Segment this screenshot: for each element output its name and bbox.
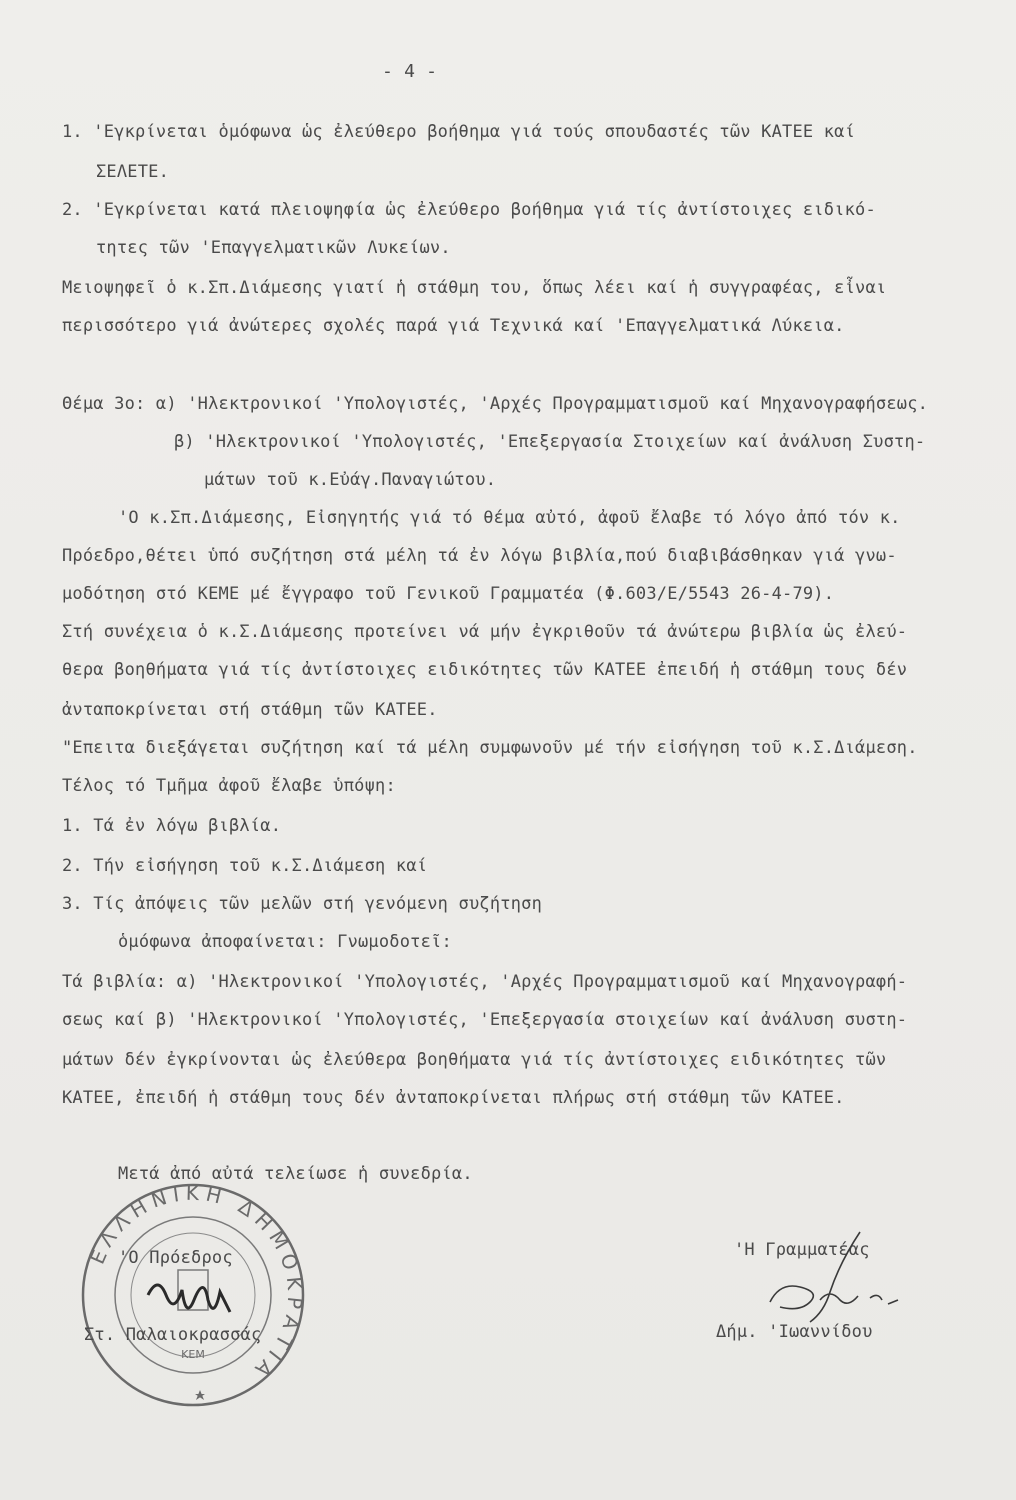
text-line: μάτων δέν ἐγκρίνονται ὡς ἐλεύθερα βοηθήματα γιά τίς ἀντίστοιχες ειδικότητες τῶν xyxy=(62,1050,887,1070)
text-line: θερα βοηθήματα γιά τίς ἀντίστοιχες ειδικότητες τῶν ΚΑΤΕΕ ἐπειδή ἡ στάθμη τους δέν xyxy=(62,660,908,680)
president-signature xyxy=(140,1265,240,1325)
text-line: τητες τῶν 'Επαγγελματικῶν Λυκείων. xyxy=(96,238,451,258)
text-line: 2. Τήν εἰσήγηση τοῦ κ.Σ.Διάμεση καί xyxy=(62,856,428,876)
president-title: 'Ο Πρόεδρος xyxy=(118,1248,233,1268)
secretary-signature xyxy=(730,1222,930,1332)
text-line: Τά βιβλία: α) 'Ηλεκτρονικοί 'Υπολογιστές, 'Αρχές Προγραμματισμοῦ καί Μηχανογραφή- xyxy=(62,972,908,992)
text-line: μοδότηση στό ΚΕΜΕ μέ ἔγγραφο τοῦ Γενικοῦ Γραμματέα (Φ.603/Ε/5543 26-4-79). xyxy=(62,584,835,604)
president-name: Στ. Παλαιοκρασσάς xyxy=(84,1325,262,1345)
text-line: Στή συνέχεια ὁ κ.Σ.Διάμεσης προτείνει νά μήν ἐγκριθοῦν τά ἀνώτερω βιβλία ὡς ἐλεύ- xyxy=(62,622,908,642)
text-line: ἀνταποκρίνεται στή στάθμη τῶν ΚΑΤΕΕ. xyxy=(62,700,438,720)
text-line: 1. Τά ἐν λόγω βιβλία. xyxy=(62,816,282,836)
text-line: 1. 'Εγκρίνεται ὁμόφωνα ὡς ἐλεύθερο βοήθημα γιά τούς σπουδαστές τῶν ΚΑΤΕΕ καί xyxy=(62,122,856,142)
text-line: 2. 'Εγκρίνεται κατά πλειοψηφία ὡς ἐλεύθερο βοήθημα γιά τίς ἀντίστοιχες ειδικό- xyxy=(62,200,876,220)
text-line: περισσότερο γιά ἀνώτερες σχολές παρά γιά Τεχνικά καί 'Επαγγελματικά Λύκεια. xyxy=(62,316,845,336)
text-line: μάτων τοῦ κ.Εὐάγ.Παναγιώτου. xyxy=(204,470,497,490)
page-number: - 4 - xyxy=(382,61,438,82)
secretary-title: 'Η Γραμματέας xyxy=(734,1240,870,1260)
text-line: ὁμόφωνα ἀποφαίνεται: Γνωμοδοτεῖ: xyxy=(118,932,452,952)
secretary-name: Δήμ. 'Ιωαννίδου xyxy=(716,1322,873,1342)
text-line: Μετά ἀπό αὐτά τελείωσε ἡ συνεδρία. xyxy=(118,1164,473,1184)
text-line: Μειοψηφεῖ ὁ κ.Σπ.Διάμεσης γιατί ἡ στάθμη του, ὅπως λέει καί ἡ συγγραφέας, εἶναι xyxy=(62,278,887,298)
text-line: σεως καί β) 'Ηλεκτρονικοί 'Υπολογιστές, 'Επεξεργασία στοιχείων καί ἀνάλυση συστη- xyxy=(62,1010,908,1030)
text-line: ΚΑΤΕΕ, ἐπειδή ἡ στάθμη τους δέν ἀνταποκρίνεται πλήρως στή στάθμη τῶν ΚΑΤΕΕ. xyxy=(62,1088,845,1108)
text-line: ΣΕΛΕΤΕ. xyxy=(96,162,170,182)
text-line: Τέλος τό Τμῆμα ἀφοῦ ἔλαβε ὑπόψη: xyxy=(62,776,396,796)
text-line: Θέμα 3ο: α) 'Ηλεκτρονικοί 'Υπολογιστές, 'Αρχές Προγραμματισμοῦ καί Μηχανογραφήσεως. xyxy=(62,394,929,414)
stamp-outer-text: ΕΛΛΗΝΙΚΗ ΔΗΜΟΚΡΑΤΙΑ xyxy=(84,1180,308,1386)
text-line: β) 'Ηλεκτρονικοί 'Υπολογιστές, 'Επεξεργασία Στοιχείων καί ἀνάλυση Συστη- xyxy=(174,432,926,452)
text-line: Πρόεδρο,θέτει ὑπό συζήτηση στά μέλη τά ἐν λόγω βιβλία,πού διαβιβάσθηκαν γιά γνω- xyxy=(62,546,897,566)
text-line: 3. Τίς ἀπόψεις τῶν μελῶν στή γενόμενη συζήτηση xyxy=(62,894,543,914)
text-line: "Επειτα διεξάγεται συζήτηση καί τά μέλη συμφωνοῦν μέ τήν εἰσήγηση τοῦ κ.Σ.Διάμεση. xyxy=(62,738,918,758)
text-line: 'Ο κ.Σπ.Διάμεσης, Εἰσηγητής γιά τό θέμα αὐτό, ἀφοῦ ἔλαβε τό λόγο ἀπό τόν κ. xyxy=(118,508,901,528)
stamp-inner-text: ΚΕΜ xyxy=(181,1348,205,1361)
